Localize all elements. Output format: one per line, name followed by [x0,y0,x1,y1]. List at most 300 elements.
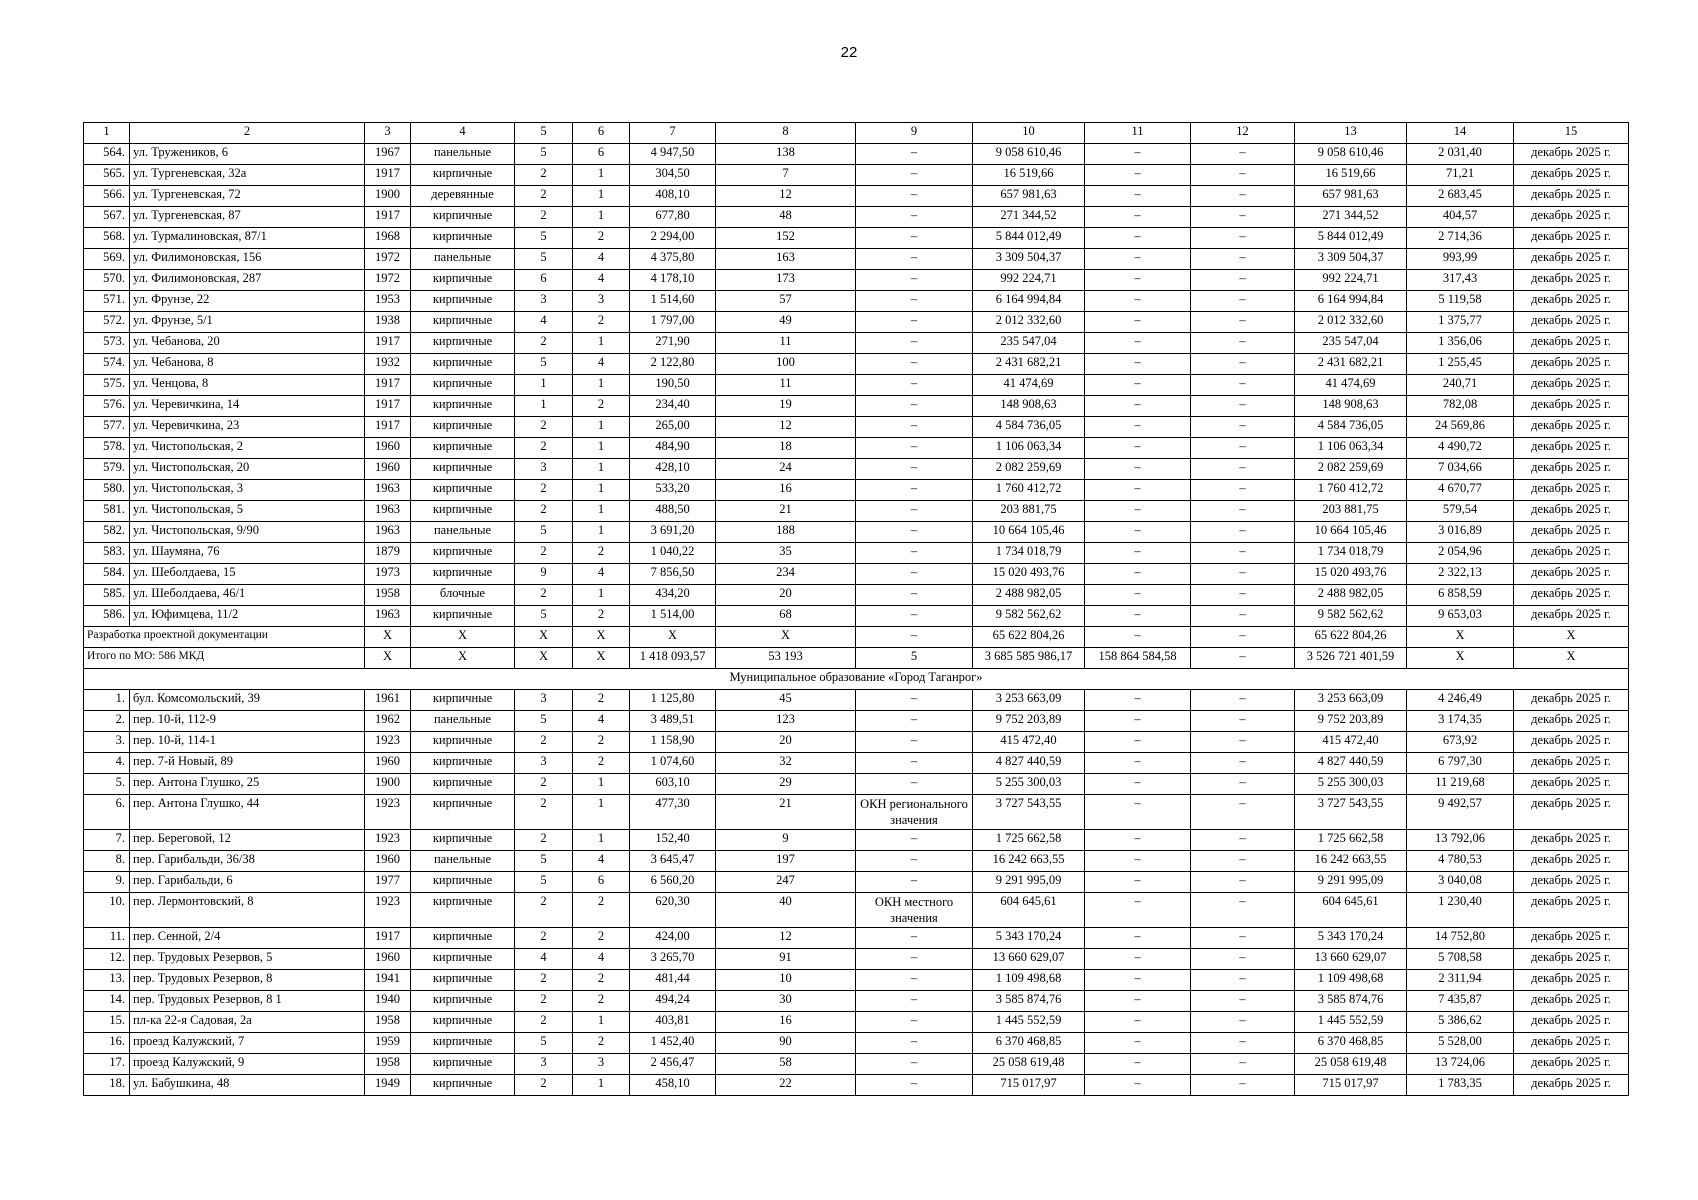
table-cell: – [1191,1075,1295,1096]
table-cell: 2 [573,1033,630,1054]
row-label: Итого по МО: 586 МКД [84,648,365,669]
table-cell: 203 881,75 [973,501,1085,522]
table-cell: 4 780,53 [1407,851,1514,872]
table-cell: 1917 [365,207,411,228]
table-cell: 1 [573,438,630,459]
table-cell: 1 [573,375,630,396]
column-header: 1 [84,123,130,144]
table-cell: ул. Фрунзе, 5/1 [130,312,365,333]
table-cell: – [1085,186,1191,207]
table-cell: 404,57 [1407,207,1514,228]
table-cell: пер. Сенной, 2/4 [130,928,365,949]
table-cell: 24 569,86 [1407,417,1514,438]
table-cell: 5 386,62 [1407,1012,1514,1033]
table-row [84,585,1629,606]
table-cell: 6 858,59 [1407,585,1514,606]
table-cell: кирпичные [411,732,515,753]
table-cell: 1917 [365,375,411,396]
table-cell: 58 [716,1054,856,1075]
table-cell: 12 [716,928,856,949]
table-cell: кирпичные [411,690,515,711]
table-cell: 2 [515,165,573,186]
table-cell: 484,90 [630,438,716,459]
table-cell: 20 [716,585,856,606]
table-cell: 586. [84,606,130,627]
table-cell: 35 [716,543,856,564]
header-row [84,123,1629,144]
table-cell: кирпичные [411,774,515,795]
table-cell: 11 219,68 [1407,774,1514,795]
table-cell: пер. Трудовых Резервов, 8 1 [130,991,365,1012]
table-cell: 6 164 994,84 [1295,291,1407,312]
table-cell: панельные [411,851,515,872]
table-cell: 1 [515,375,573,396]
table-cell: кирпичные [411,354,515,375]
table-cell: декабрь 2025 г. [1514,522,1629,543]
table-cell: – [856,186,973,207]
table-cell: X [515,627,573,648]
table-cell: ул. Филимоновская, 287 [130,270,365,291]
table-cell: – [1191,970,1295,991]
table-cell: 1923 [365,830,411,851]
table-cell: 45 [716,690,856,711]
table-cell: 4 [573,949,630,970]
table-cell: X [1407,648,1514,669]
table-cell: 10 664 105,46 [973,522,1085,543]
table-row [84,333,1629,354]
table-cell: 7 435,87 [1407,991,1514,1012]
table-cell: 3 [515,459,573,480]
table-cell: декабрь 2025 г. [1514,228,1629,249]
table-cell: 1960 [365,459,411,480]
table-cell: 3 174,35 [1407,711,1514,732]
table-cell: кирпичные [411,375,515,396]
table-cell: кирпичные [411,207,515,228]
table-cell: декабрь 2025 г. [1514,501,1629,522]
table-cell: 2 031,40 [1407,144,1514,165]
table-cell: – [1191,1054,1295,1075]
table-cell: 9 [716,830,856,851]
table-cell: – [856,207,973,228]
table-cell: 1963 [365,501,411,522]
table-cell: декабрь 2025 г. [1514,207,1629,228]
table-cell: 3 [573,291,630,312]
table-cell: 4 [573,270,630,291]
table-cell: 9 [515,564,573,585]
table-cell: кирпичные [411,830,515,851]
table-cell: 1959 [365,1033,411,1054]
table-cell: 2 [515,480,573,501]
table-cell: панельные [411,522,515,543]
table-cell: 24 [716,459,856,480]
table-cell: 488,50 [630,501,716,522]
table-cell: 3 265,70 [630,949,716,970]
table-cell: – [1085,690,1191,711]
table-cell: X [573,627,630,648]
table-cell: X [411,648,515,669]
table-cell: ул. Шеболдаева, 15 [130,564,365,585]
table-cell: – [1191,991,1295,1012]
table-cell: 13 660 629,07 [973,949,1085,970]
table-cell: – [856,375,973,396]
table-cell: блочные [411,585,515,606]
table-cell: 1917 [365,165,411,186]
table-cell: X [365,648,411,669]
table-cell: – [1191,893,1295,928]
table-cell: – [1085,144,1191,165]
table-cell: 4 584 736,05 [973,417,1085,438]
table-cell: – [1191,501,1295,522]
table-cell: пер. Антона Глушко, 25 [130,774,365,795]
table-cell: 2 [573,396,630,417]
table-cell: кирпичные [411,606,515,627]
table-row [84,417,1629,438]
table-cell: 16 242 663,55 [973,851,1085,872]
table-cell: деревянные [411,186,515,207]
table-cell: – [1085,893,1191,928]
table-cell: – [1191,564,1295,585]
table-cell: кирпичные [411,1033,515,1054]
table-cell: 5 [515,851,573,872]
table-cell: 583. [84,543,130,564]
table-cell: 3. [84,732,130,753]
table-cell: 148 908,63 [1295,396,1407,417]
table-cell: 11. [84,928,130,949]
table-cell: 1 [573,459,630,480]
table-cell: декабрь 2025 г. [1514,585,1629,606]
table-cell: 1940 [365,991,411,1012]
table-cell: X [1514,627,1629,648]
table-cell: 1 040,22 [630,543,716,564]
table-cell: 4 584 736,05 [1295,417,1407,438]
table-cell: 1 255,45 [1407,354,1514,375]
table-cell: – [1085,396,1191,417]
table-cell: – [1085,949,1191,970]
table-cell: 12. [84,949,130,970]
table-cell: 580. [84,480,130,501]
table-cell: 2 012 332,60 [973,312,1085,333]
table-cell: 569. [84,249,130,270]
column-header: 5 [515,123,573,144]
table-cell: X [1514,648,1629,669]
table-cell: 1917 [365,333,411,354]
table-cell: – [1085,165,1191,186]
table-cell: пер. Антона Глушко, 44 [130,795,365,830]
table-row [84,165,1629,186]
table-cell: декабрь 2025 г. [1514,970,1629,991]
table-cell: ул. Чистопольская, 9/90 [130,522,365,543]
table-cell: 32 [716,753,856,774]
table-cell: X [573,648,630,669]
table-cell: 271 344,52 [973,207,1085,228]
table-cell: декабрь 2025 г. [1514,333,1629,354]
table-cell: 574. [84,354,130,375]
table-cell: 2 082 259,69 [1295,459,1407,480]
table-cell: 123 [716,711,856,732]
table-cell: 1 [515,396,573,417]
table-cell: 5 528,00 [1407,1033,1514,1054]
table-row [84,1012,1629,1033]
table-cell: 2 [573,753,630,774]
table-cell: – [856,417,973,438]
table-cell: – [856,312,973,333]
table-cell: – [1085,270,1191,291]
table-cell: 1 [573,480,630,501]
table-cell: ул. Чебанова, 8 [130,354,365,375]
table-cell: – [1085,851,1191,872]
table-cell: – [856,690,973,711]
table-cell: 1977 [365,872,411,893]
table-cell: 1972 [365,249,411,270]
table-cell: ул. Чистопольская, 3 [130,480,365,501]
table-cell: ул. Чистопольская, 20 [130,459,365,480]
table-cell: 271,90 [630,333,716,354]
table-cell: – [1191,417,1295,438]
table-cell: 434,20 [630,585,716,606]
table-cell: – [1085,795,1191,830]
table-cell: 494,24 [630,991,716,1012]
table-cell: 9 752 203,89 [973,711,1085,732]
table-cell: 9 058 610,46 [1295,144,1407,165]
column-header: 12 [1191,123,1295,144]
table-cell: 9 582 562,62 [973,606,1085,627]
table-cell: 1973 [365,564,411,585]
table-cell: 2 [573,543,630,564]
table-cell: 570. [84,270,130,291]
table-cell: 2 122,80 [630,354,716,375]
table-cell: 2 [515,830,573,851]
table-cell: 5 [515,249,573,270]
table-cell: 5 [515,711,573,732]
table-cell: 1 158,90 [630,732,716,753]
table-cell: декабрь 2025 г. [1514,830,1629,851]
table-row [84,872,1629,893]
table-cell: 4 670,77 [1407,480,1514,501]
table-cell: 2 322,13 [1407,564,1514,585]
table-cell: ул. Шеболдаева, 46/1 [130,585,365,606]
table-cell: кирпичные [411,312,515,333]
table-cell: 564. [84,144,130,165]
table-cell: 21 [716,501,856,522]
table-cell: 90 [716,1033,856,1054]
table-cell: 2 [573,690,630,711]
table-cell: 9 291 995,09 [973,872,1085,893]
table-cell: 1 [573,774,630,795]
table-cell: – [1191,354,1295,375]
table-cell: 1 074,60 [630,753,716,774]
table-cell: – [1085,207,1191,228]
table-cell: 2 012 332,60 [1295,312,1407,333]
column-header: 11 [1085,123,1191,144]
table-cell: – [856,270,973,291]
table-cell: – [1191,207,1295,228]
table-cell: декабрь 2025 г. [1514,991,1629,1012]
table-cell: 4. [84,753,130,774]
table-row [84,1075,1629,1096]
table-cell: 10 664 105,46 [1295,522,1407,543]
table-cell: – [1191,459,1295,480]
table-cell: X [411,627,515,648]
table-cell: декабрь 2025 г. [1514,1033,1629,1054]
table-cell: 13 724,06 [1407,1054,1514,1075]
table-cell: кирпичные [411,165,515,186]
table-cell: 566. [84,186,130,207]
table-cell: 481,44 [630,970,716,991]
table-cell: декабрь 2025 г. [1514,872,1629,893]
table-row [84,711,1629,732]
table-cell: 71,21 [1407,165,1514,186]
table-cell: 1 375,77 [1407,312,1514,333]
table-cell: 9 492,57 [1407,795,1514,830]
table-cell: 3 [515,1054,573,1075]
column-header: 2 [130,123,365,144]
table-row [84,753,1629,774]
table-cell: 3 [515,690,573,711]
table-cell: – [856,438,973,459]
table-cell: 1 445 552,59 [973,1012,1085,1033]
table-cell: кирпичные [411,949,515,970]
table-cell: 5. [84,774,130,795]
table-cell: 15 020 493,76 [1295,564,1407,585]
table-row [84,774,1629,795]
table-cell: 1 514,60 [630,291,716,312]
table-cell: 577. [84,417,130,438]
table-cell: – [1191,522,1295,543]
table-cell: 158 864 584,58 [1085,648,1191,669]
column-header: 7 [630,123,716,144]
table-cell: – [856,522,973,543]
table-cell: 5 [515,228,573,249]
table-cell: 9 653,03 [1407,606,1514,627]
table-cell: X [365,627,411,648]
table-cell: кирпичные [411,970,515,991]
table-cell: 1 [573,165,630,186]
table-cell: – [1191,1012,1295,1033]
table-row [84,690,1629,711]
table-cell: – [1191,627,1295,648]
column-header: 14 [1407,123,1514,144]
table-row [84,795,1629,830]
table-cell: 1958 [365,585,411,606]
table-cell: 5 343 170,24 [973,928,1085,949]
table-cell: – [856,1012,973,1033]
table-cell: – [856,949,973,970]
table-cell: 9 291 995,09 [1295,872,1407,893]
table-cell: – [856,564,973,585]
table-cell: 4 [515,949,573,970]
table-cell: кирпичные [411,872,515,893]
table-cell: X [1407,627,1514,648]
table-cell: 1963 [365,522,411,543]
table-cell: 15 020 493,76 [973,564,1085,585]
table-cell: 2 [515,186,573,207]
table-cell: – [1191,291,1295,312]
table-cell: 5 255 300,03 [1295,774,1407,795]
table-cell: 5 343 170,24 [1295,928,1407,949]
table-row [84,522,1629,543]
table-cell: 657 981,63 [973,186,1085,207]
table-cell: 265,00 [630,417,716,438]
table-cell: 65 622 804,26 [973,627,1085,648]
table-cell: 3 [515,291,573,312]
table-cell: 578. [84,438,130,459]
table-cell: 4 [573,851,630,872]
table-cell: 603,10 [630,774,716,795]
table-cell: – [856,606,973,627]
table-cell: 5 844 012,49 [973,228,1085,249]
table-cell: – [1191,690,1295,711]
table-cell: 40 [716,893,856,928]
table-cell: 1 [573,795,630,830]
table-cell: 22 [716,1075,856,1096]
table-cell: декабрь 2025 г. [1514,795,1629,830]
table-cell: 10 [716,970,856,991]
table-cell: – [856,830,973,851]
table-cell: 1 452,40 [630,1033,716,1054]
table-cell: 6 370 468,85 [1295,1033,1407,1054]
table-cell: – [856,354,973,375]
table-cell: 8. [84,851,130,872]
table-cell: декабрь 2025 г. [1514,249,1629,270]
table-cell: 5 [515,1033,573,1054]
table-cell: кирпичные [411,1012,515,1033]
table-row [84,564,1629,585]
table-cell: – [856,459,973,480]
table-cell: 2 [515,438,573,459]
table-cell: 9 752 203,89 [1295,711,1407,732]
table-cell: 1923 [365,795,411,830]
table-cell: 1968 [365,228,411,249]
table-cell: 4 [515,312,573,333]
table-cell: 49 [716,312,856,333]
table-cell: – [1085,501,1191,522]
table-cell: 565. [84,165,130,186]
table-cell: 2 [515,774,573,795]
table-cell: 1 734 018,79 [973,543,1085,564]
table-cell: 3 691,20 [630,522,716,543]
table-cell: 25 058 619,48 [973,1054,1085,1075]
table-cell: 4 947,50 [630,144,716,165]
table-cell: 581. [84,501,130,522]
table-cell: пер. 7-й Новый, 89 [130,753,365,774]
table-row [84,291,1629,312]
table-cell: 2. [84,711,130,732]
table-cell: 677,80 [630,207,716,228]
table-cell: пл-ка 22-я Садовая, 2а [130,1012,365,1033]
table-cell: проезд Калужский, 7 [130,1033,365,1054]
table-cell: 1 760 412,72 [973,480,1085,501]
table-cell: – [1085,753,1191,774]
table-cell: 41 474,69 [973,375,1085,396]
table-cell: 6 [573,144,630,165]
table-cell: 14 752,80 [1407,928,1514,949]
table-cell: X [515,648,573,669]
table-cell: 2 [573,893,630,928]
table-cell: 3 [573,1054,630,1075]
table-cell: – [856,872,973,893]
table-cell: 6 370 468,85 [973,1033,1085,1054]
table-cell: 1 [573,333,630,354]
table-cell: 5 [856,648,973,669]
table-cell: – [1191,396,1295,417]
table-cell: кирпичные [411,501,515,522]
table-cell: 576. [84,396,130,417]
table-cell: – [1085,928,1191,949]
table-cell: 4 [573,249,630,270]
table-cell: панельные [411,711,515,732]
table-cell: ул. Тургеневская, 87 [130,207,365,228]
table-cell: 2 [573,970,630,991]
